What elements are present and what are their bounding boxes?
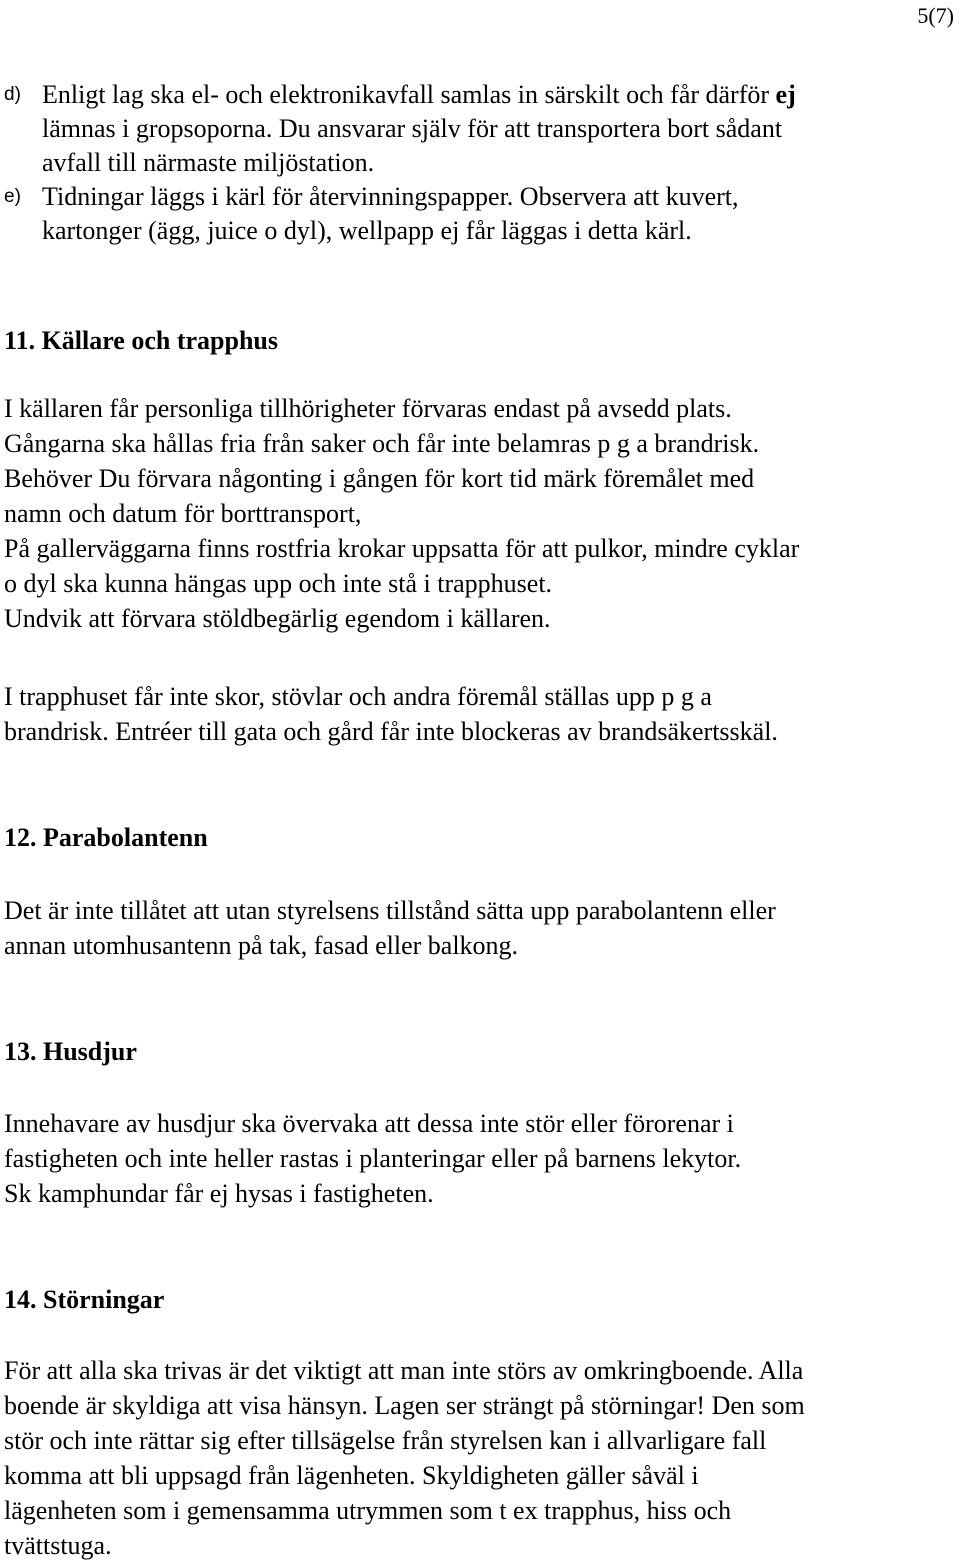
list-item-d-bold-word: ej	[775, 80, 796, 109]
section-12-line-1: Det är inte tillåtet att utan styrelsens tillstånd sätta upp parabolantenn eller	[4, 896, 776, 925]
section-14-line-3: stör och inte rättar sig efter tillsägelse från styrelsen kan i allvarligare fall	[4, 1426, 767, 1455]
section-11-paragraph-2	[4, 679, 954, 749]
section-11-p1-line-4: namn och datum för borttransport,	[4, 499, 362, 528]
section-heading-12: 12. Parabolantenn	[4, 823, 208, 852]
section-14-line-5: lägenheten som i gemensamma utrymmen som t ex trapphus, hiss och	[4, 1496, 732, 1525]
section-12-line-2: annan utomhusantenn på tak, fasad eller balkong.	[4, 931, 519, 960]
list-item-e	[4, 180, 954, 248]
section-heading-14: 14. Störningar	[4, 1285, 165, 1314]
section-11-p1-line-1: I källaren får personliga tillhörigheter förvaras endast på avsedd plats.	[4, 394, 732, 423]
section-14-line-4: komma att bli uppsagd från lägenheten. Skyldigheten gäller såväl i	[4, 1461, 699, 1490]
section-14-paragraph	[4, 1353, 954, 1563]
section-14-line-1: För att alla ska trivas är det viktigt att man inte störs av omkringboende. Alla	[4, 1356, 804, 1385]
section-11-p1-line-7: Undvik att förvara stöldbegärlig egendom i källaren.	[4, 604, 551, 633]
list-item-d-line-2: lämnas i gropsoporna. Du ansvarar själv för att transportera bort sådant	[42, 114, 783, 143]
section-11-p1-line-5: På gallerväggarna finns rostfria krokar uppsatta för att pulkor, mindre cyklar	[4, 534, 800, 563]
section-11-p2-line-1: I trapphuset får inte skor, stövlar och andra föremål ställas upp p g a	[4, 682, 712, 711]
section-13-line-1: Innehavare av husdjur ska övervaka att dessa inte stör eller förorenar i	[4, 1109, 734, 1138]
list-item-d-line-3: avfall till närmaste miljöstation.	[42, 148, 375, 177]
list-item-d-line-1	[42, 78, 954, 112]
section-heading-13: 13. Husdjur	[4, 1037, 137, 1066]
section-11-p1-line-3: Behöver Du förvara någonting i gången för kort tid märk föremålet med	[4, 464, 755, 493]
section-13-line-2: fastigheten och inte heller rastas i planteringar eller på barnens lekytor.	[4, 1144, 742, 1173]
page-number: 5(7)	[917, 3, 954, 28]
section-12-paragraph	[4, 893, 954, 963]
list-item-e-line-2: kartonger (ägg, juice o dyl), wellpapp ej får läggas i detta kärl.	[42, 216, 692, 245]
section-11-p2-line-2: brandrisk. Entréer till gata och gård får inte blockeras av brandsäkertsskäl.	[4, 717, 778, 746]
section-heading-11: 11. Källare och trapphus	[4, 326, 279, 355]
section-11-p1-line-2: Gångarna ska hållas fria från saker och får inte belamras p g a brandrisk.	[4, 429, 760, 458]
section-14-line-6: tvättstuga.	[4, 1531, 112, 1560]
section-11-p1-line-6: o dyl ska kunna hängas upp och inte stå i trapphuset.	[4, 569, 553, 598]
list-marker-e: e)	[4, 186, 21, 207]
section-14-line-2: boende är skyldiga att visa hänsyn. Lagen ser strängt på störningar! Den som	[4, 1391, 805, 1420]
list-marker-d: d)	[4, 84, 21, 105]
list-item-e-line-1: Tidningar läggs i kärl för återvinningspapper. Observera att kuvert,	[42, 182, 739, 211]
list-item-d	[4, 78, 954, 180]
section-11-paragraph-1	[4, 391, 954, 636]
section-13-paragraph	[4, 1106, 954, 1211]
list-item-d-text: Enligt lag ska el- och elektronikavfall samlas in särskilt och får därför	[42, 80, 776, 109]
section-13-line-3: Sk kamphundar får ej hysas i fastigheten.	[4, 1179, 434, 1208]
